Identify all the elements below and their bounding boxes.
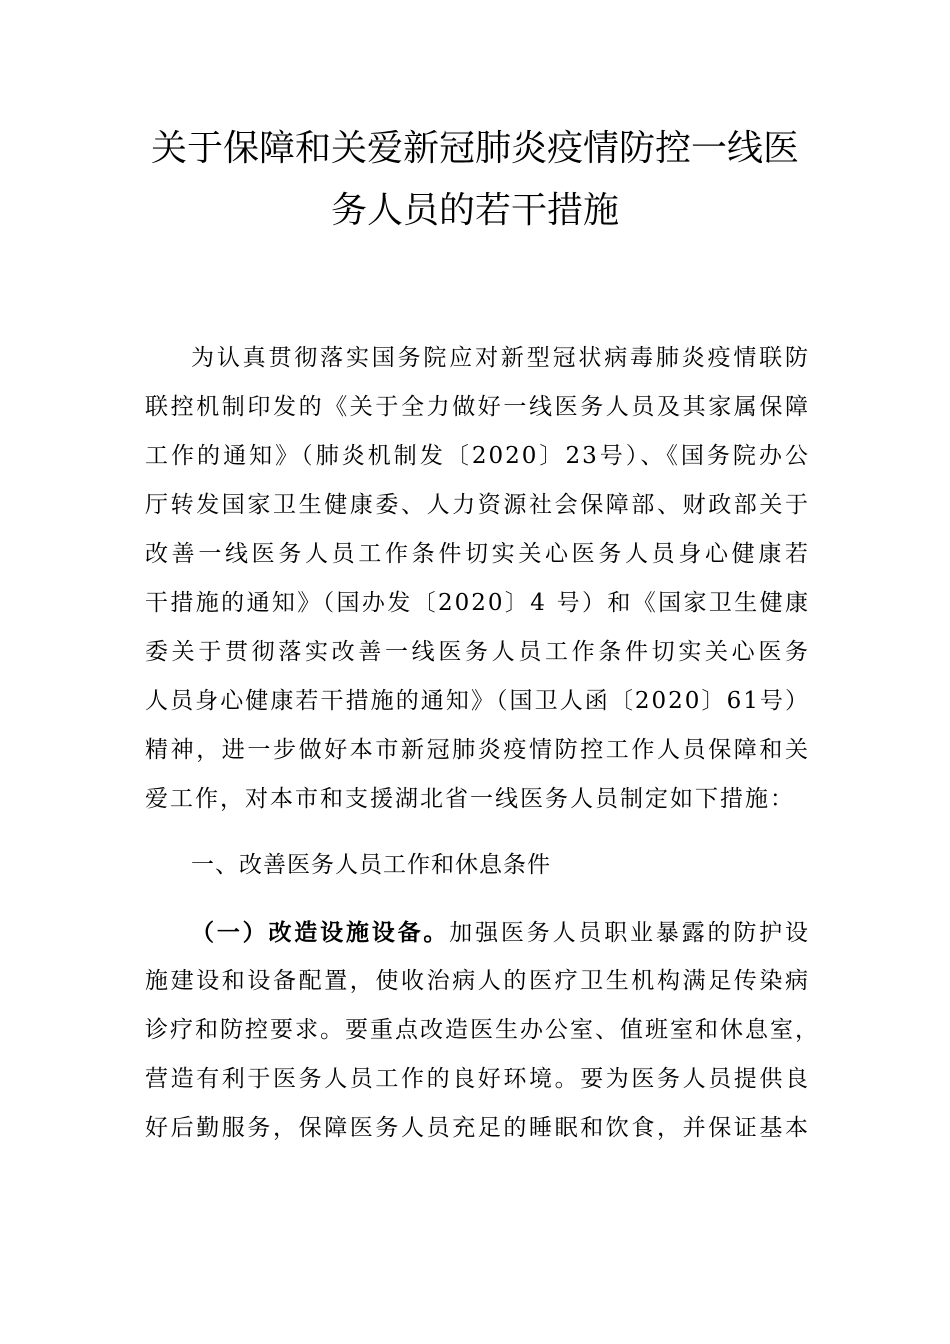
section1-line-1-rest: 加强医务人员职业暴露的防护设 xyxy=(449,920,811,946)
section1-line-5: 好后勤服务，保障医务人员充足的睡眠和饮食，并保证基本 xyxy=(145,1115,810,1141)
intro-line-2: 联控机制印发的《关于全力做好一线医务人员及其家属保障 xyxy=(145,394,810,420)
intro-paragraph xyxy=(145,334,810,824)
section1-line-2: 施建设和设备配置，使收治病人的医疗卫生机构满足传染病 xyxy=(145,968,810,994)
intro-line-4: 厅转发国家卫生健康委、人力资源社会保障部、财政部关于 xyxy=(145,492,810,518)
intro-line-3: 工作的通知》（肺炎机制发〔2020〕23号）、《国务院办公 xyxy=(145,443,810,469)
section-heading: 一、改善医务人员工作和休息条件 xyxy=(191,852,551,878)
title-line-2: 务人员的若干措施 xyxy=(330,190,619,231)
intro-line-1: 为认真贯彻落实国务院应对新型冠状病毒肺炎疫情联防 xyxy=(191,345,810,371)
intro-line-5: 改善一线医务人员工作条件切实关心医务人员身心健康若 xyxy=(145,541,810,567)
section1-line-1 xyxy=(145,908,810,957)
section1-line-4: 营造有利于医务人员工作的良好环境。要为医务人员提供良 xyxy=(145,1066,810,1092)
intro-line-10: 爱工作，对本市和支援湖北省一线医务人员制定如下措施： xyxy=(145,786,795,812)
title-line-1: 关于保障和关爱新冠肺炎疫情防控一线医 xyxy=(150,128,799,169)
intro-line-7: 委关于贯彻落实改善一线医务人员工作条件切实关心医务 xyxy=(145,639,810,665)
intro-line-8: 人员身心健康若干措施的通知》（国卫人函〔2020〕61号） xyxy=(145,688,810,714)
document-title xyxy=(130,118,820,242)
section1-paragraph xyxy=(145,908,820,1153)
intro-line-6: 干措施的通知》（国办发〔2020〕4 号）和《国家卫生健康 xyxy=(145,590,810,616)
subsection-heading: （一）改造设施设备。 xyxy=(191,919,450,946)
intro-line-9: 精神，进一步做好本市新冠肺炎疫情防控工作人员保障和关 xyxy=(145,737,810,763)
section1-line-3: 诊疗和防控要求。要重点改造医生办公室、值班室和休息室， xyxy=(145,1017,820,1043)
